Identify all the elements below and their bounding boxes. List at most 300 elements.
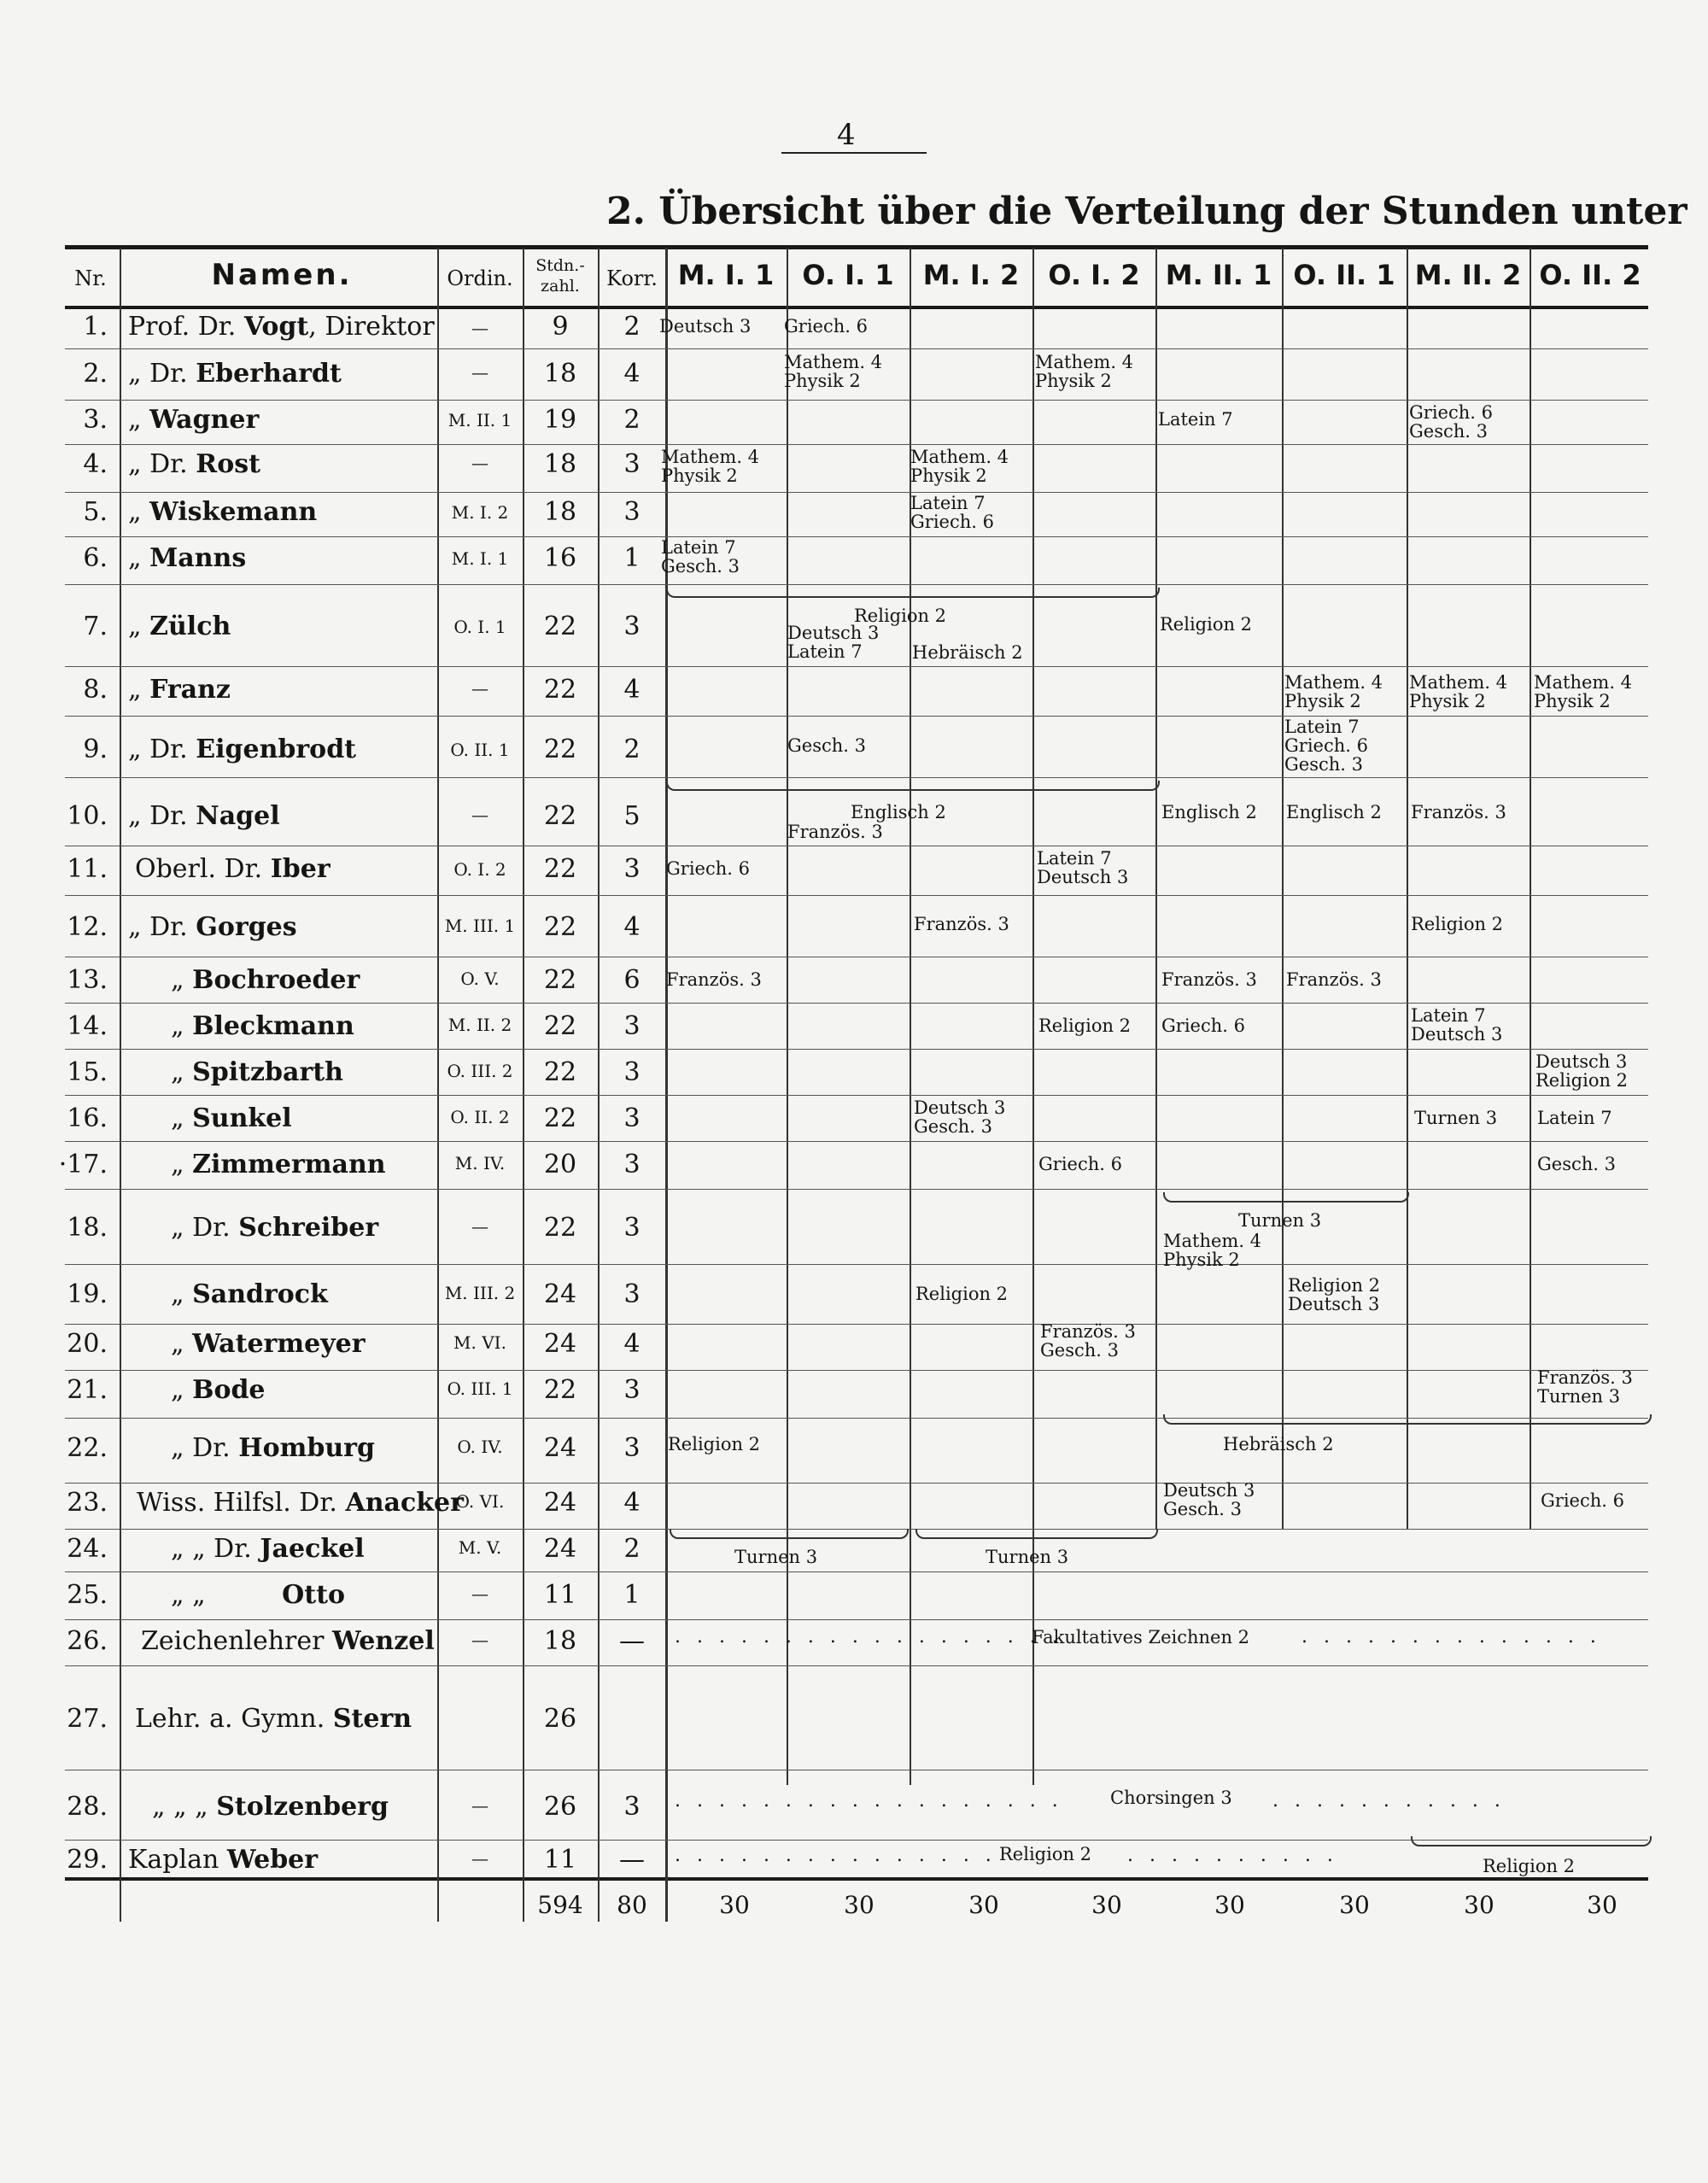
row-ordin: — xyxy=(471,1795,488,1816)
name-prefix: „ xyxy=(171,1150,184,1179)
row-name xyxy=(135,854,330,884)
row-korr: 3 xyxy=(623,497,640,527)
row-stdn: 22 xyxy=(543,801,577,831)
subject-entry: Deutsch 3 xyxy=(659,316,752,337)
subject-entry xyxy=(1037,849,1128,887)
row-name xyxy=(171,1150,386,1179)
subject-entry: Religion 2 xyxy=(1160,614,1253,635)
row-name xyxy=(171,1213,378,1243)
subject-entry xyxy=(1534,673,1632,711)
row-rule xyxy=(65,1095,1648,1096)
subject-line: Gesch. 3 xyxy=(914,1116,992,1137)
name-prefix: „ Dr. xyxy=(128,359,188,389)
row-ordin: M. II. 1 xyxy=(447,410,512,430)
subject-entry: Religion 2 xyxy=(915,1284,1009,1304)
name-prefix: Kaplan xyxy=(128,1845,219,1875)
subject-line: Latein 7 xyxy=(1284,717,1360,737)
subject-line: Gesch. 3 xyxy=(1284,754,1363,775)
subject-entry xyxy=(784,353,882,390)
column-divider xyxy=(1407,248,1408,1529)
row-stdn: 18 xyxy=(543,449,577,479)
row-nr: 15. xyxy=(67,1057,108,1087)
subject-entry: Englisch 2 xyxy=(851,802,946,822)
name-prefix: „ xyxy=(128,405,142,435)
subject-entry: Französ. 3 xyxy=(787,822,883,842)
row-name xyxy=(128,675,231,705)
subject-entry: Gesch. 3 xyxy=(1537,1154,1616,1174)
teacher-name: Franz xyxy=(149,675,231,705)
subject-entry: Fakultatives Zeichnen 2 xyxy=(1032,1627,1250,1647)
name-prefix: „ xyxy=(128,497,142,527)
subject-entry: Turnen 3 xyxy=(734,1547,818,1567)
header-nr: Nr. xyxy=(74,266,107,290)
subject-line: Mathem. 4 xyxy=(1163,1231,1262,1251)
subject-line: Griech. 6 xyxy=(1284,735,1368,756)
name-prefix: Oberl. Dr. xyxy=(135,854,263,884)
row-korr: 3 xyxy=(623,854,640,884)
row-nr: 10. xyxy=(67,801,108,831)
total-class: 30 xyxy=(968,1891,999,1919)
subject-entry: Religion 2 xyxy=(854,606,947,626)
name-prefix: „ Dr. xyxy=(128,801,188,831)
name-prefix: „ xyxy=(171,1103,184,1133)
teacher-name: Sandrock xyxy=(192,1279,328,1309)
row-rule xyxy=(65,1049,1648,1050)
subject-entry xyxy=(910,448,1009,485)
subject-entry xyxy=(1409,403,1493,441)
teacher-name: Watermeyer xyxy=(192,1329,366,1359)
name-suffix: , Direktor xyxy=(308,312,435,342)
row-korr: 3 xyxy=(623,1375,640,1405)
row-stdn: 22 xyxy=(543,1213,577,1243)
subject-line: Deutsch 3 xyxy=(1037,867,1129,887)
row-name xyxy=(128,449,260,479)
subject-line: Physik 2 xyxy=(1163,1250,1240,1270)
row-nr: 13. xyxy=(67,965,108,995)
row-stdn: 22 xyxy=(543,734,577,764)
row-rule xyxy=(65,1264,1648,1265)
subject-entry: Französ. 3 xyxy=(1286,969,1382,990)
subject-entry: Französ. 3 xyxy=(1411,802,1506,822)
row-korr: 4 xyxy=(623,675,640,705)
teacher-name: Spitzbarth xyxy=(192,1057,343,1087)
subject-entry xyxy=(1409,673,1507,711)
subject-line: Gesch. 3 xyxy=(1040,1340,1119,1361)
row-nr: 21. xyxy=(67,1375,108,1405)
subject-line: Mathem. 4 xyxy=(661,447,760,467)
row-stdn: 18 xyxy=(543,1626,577,1656)
subject-entry xyxy=(1163,1232,1261,1269)
row-ordin: M. I. 1 xyxy=(451,548,509,569)
row-nr: 7. xyxy=(83,612,108,641)
subject-entry: Französ. 3 xyxy=(914,914,1009,934)
name-prefix: Lehr. a. Gymn. xyxy=(135,1704,325,1734)
subject-entry: Griech. 6 xyxy=(666,858,750,879)
subject-line: Mathem. 4 xyxy=(784,352,883,372)
row-nr: 11. xyxy=(67,854,108,884)
total-class: 30 xyxy=(719,1891,750,1919)
subject-line: Deutsch 3 xyxy=(1288,1294,1380,1314)
row-ordin: — xyxy=(471,678,488,699)
subject-line: Griech. 6 xyxy=(1409,402,1493,423)
row-ordin: M. II. 2 xyxy=(447,1015,512,1035)
row-stdn: 22 xyxy=(543,1057,577,1087)
header-class-m-ii-2: M. II. 2 xyxy=(1414,259,1522,291)
subject-line: Latein 7 xyxy=(787,641,863,662)
subject-line: Deutsch 3 xyxy=(1163,1480,1255,1501)
row-nr: 2. xyxy=(83,359,108,389)
table-top-rule xyxy=(65,245,1648,249)
total-stdn: 594 xyxy=(537,1891,583,1919)
subject-line: Physik 2 xyxy=(1534,691,1611,711)
row-nr: 24. xyxy=(67,1534,108,1564)
row-korr: 4 xyxy=(623,359,640,389)
row-name xyxy=(128,543,246,573)
row-ordin: O. II. 2 xyxy=(450,1107,510,1127)
row-stdn: 22 xyxy=(543,612,577,641)
total-class: 30 xyxy=(1214,1891,1245,1919)
header-namen: Namen. xyxy=(211,258,353,292)
row-korr: 5 xyxy=(623,801,640,831)
dotted-leader: . . . . . . . . . . . xyxy=(1272,1790,1506,1811)
row-name xyxy=(128,612,231,641)
row-name xyxy=(128,734,356,764)
subject-entry: Religion 2 xyxy=(1038,1015,1132,1036)
header-class-m-ii-1: M. II. 1 xyxy=(1165,259,1272,291)
row-stdn: 20 xyxy=(543,1150,577,1179)
header-class-o-ii-2: O. II. 2 xyxy=(1539,259,1641,291)
teacher-name: Sunkel xyxy=(192,1103,292,1133)
teacher-name: Otto xyxy=(282,1580,346,1610)
row-stdn: 11 xyxy=(543,1845,577,1875)
subject-line: Mathem. 4 xyxy=(1284,672,1383,693)
row-korr: — xyxy=(619,1845,645,1875)
subject-entry xyxy=(1535,1052,1628,1090)
row-stdn: 24 xyxy=(543,1279,577,1309)
row-korr: 2 xyxy=(623,405,640,435)
column-divider xyxy=(1282,248,1284,1529)
row-ordin: — xyxy=(471,1583,488,1604)
dotted-leader: . . . . . . . . . . . . . . . . . . xyxy=(675,1790,1063,1811)
row-korr: 3 xyxy=(623,1057,640,1087)
header-class-m-i-2: M. I. 2 xyxy=(922,259,1020,291)
teacher-name: Bleckmann xyxy=(192,1011,354,1041)
row-stdn: 24 xyxy=(543,1329,577,1359)
row-name xyxy=(171,1375,266,1405)
subject-line: Griech. 6 xyxy=(910,512,994,532)
row-korr: 4 xyxy=(623,912,640,942)
row-nr: 16. xyxy=(67,1103,108,1133)
row-ordin: — xyxy=(471,453,488,473)
subject-entry: Religion 2 xyxy=(999,1844,1092,1864)
teacher-name: Wagner xyxy=(149,405,260,435)
subject-entry: Turnen 3 xyxy=(1238,1210,1322,1231)
row-stdn: 16 xyxy=(543,543,577,573)
header-class-o-ii-1: O. II. 1 xyxy=(1293,259,1395,291)
subject-entry xyxy=(661,538,740,576)
row-stdn: 26 xyxy=(543,1704,577,1734)
row-korr: 3 xyxy=(623,1433,640,1463)
teacher-name: Schreiber xyxy=(238,1213,379,1243)
row-rule xyxy=(65,400,1648,401)
row-korr: — xyxy=(619,1626,645,1656)
row-name xyxy=(135,1704,412,1734)
subject-line: Mathem. 4 xyxy=(1534,672,1633,693)
subject-entry: Gesch. 3 xyxy=(787,735,866,756)
subject-line: Französ. 3 xyxy=(1040,1321,1136,1342)
row-stdn: 24 xyxy=(543,1433,577,1463)
row-rule xyxy=(65,1189,1648,1190)
row-nr: 19. xyxy=(67,1279,108,1309)
row-rule xyxy=(65,895,1648,896)
subject-line: Gesch. 3 xyxy=(661,556,740,576)
row-name xyxy=(152,1792,389,1822)
subject-line: Religion 2 xyxy=(1535,1070,1629,1091)
row-name xyxy=(128,405,259,435)
name-prefix: „ „ Dr. xyxy=(171,1534,252,1564)
subject-line: Gesch. 3 xyxy=(1163,1499,1242,1519)
row-nr: 6. xyxy=(83,543,108,573)
teacher-name: Eigenbrodt xyxy=(196,734,357,764)
row-rule xyxy=(65,444,1648,445)
row-korr: 3 xyxy=(623,1213,640,1243)
row-korr: 2 xyxy=(623,1534,640,1564)
row-nr: 8. xyxy=(83,675,108,705)
teacher-name: Stolzenberg xyxy=(216,1792,389,1822)
subject-entry: Griech. 6 xyxy=(1161,1015,1245,1036)
row-nr: 3. xyxy=(83,405,108,435)
row-nr: 20. xyxy=(67,1329,108,1359)
column-divider xyxy=(120,248,121,1922)
subject-entry: Chorsingen 3 xyxy=(1110,1788,1232,1808)
name-prefix: Wiss. Hilfsl. Dr. xyxy=(137,1488,337,1518)
brace xyxy=(666,588,1160,598)
name-prefix: „ xyxy=(171,1375,184,1405)
header-zahl: zahl. xyxy=(541,277,580,296)
teacher-name: Eberhardt xyxy=(196,359,342,389)
teacher-name: Vogt xyxy=(243,312,309,342)
subject-line: Religion 2 xyxy=(1288,1275,1381,1296)
subject-line: Physik 2 xyxy=(1409,691,1486,711)
name-prefix: „ xyxy=(171,1057,184,1087)
subject-entry xyxy=(661,448,759,485)
row-ordin: M. III. 1 xyxy=(444,916,516,936)
row-stdn: 22 xyxy=(543,1011,577,1041)
row-name xyxy=(141,1626,435,1656)
row-rule xyxy=(65,584,1648,585)
subject-line: Deutsch 3 xyxy=(914,1097,1006,1118)
row-ordin: O. I. 1 xyxy=(453,617,506,637)
row-korr: 3 xyxy=(623,1150,640,1179)
row-rule xyxy=(65,1324,1648,1325)
total-korr: 80 xyxy=(617,1891,647,1919)
subject-entry: Religion 2 xyxy=(1411,914,1504,934)
total-class: 30 xyxy=(1587,1891,1617,1919)
subject-line: Mathem. 4 xyxy=(910,447,1009,467)
teacher-name: Zülch xyxy=(149,612,231,641)
row-ordin: O. III. 2 xyxy=(447,1061,513,1081)
row-name xyxy=(128,1845,318,1875)
column-divider xyxy=(1530,248,1531,1529)
row-name xyxy=(171,1057,343,1087)
dotted-leader: . . . . . . . . . . xyxy=(1127,1845,1338,1866)
subject-entry xyxy=(910,494,994,531)
name-prefix: „ xyxy=(171,1011,184,1041)
row-nr: 23. xyxy=(67,1488,108,1518)
subject-line: Mathem. 4 xyxy=(1035,352,1134,372)
teacher-name: Iber xyxy=(270,854,330,884)
name-prefix: Zeichenlehrer xyxy=(141,1626,325,1656)
subject-line: Physik 2 xyxy=(1284,691,1361,711)
brace xyxy=(915,1529,1158,1539)
column-divider xyxy=(437,248,439,1922)
header-stdn: Stdn.- xyxy=(535,256,585,275)
totals-rule xyxy=(65,1877,1648,1881)
subject-entry: Französ. 3 xyxy=(666,969,762,990)
row-name xyxy=(171,1433,375,1463)
subject-entry: Griech. 6 xyxy=(1038,1154,1122,1174)
subject-line: Physik 2 xyxy=(910,465,987,486)
total-class: 30 xyxy=(1464,1891,1494,1919)
row-ordin: — xyxy=(471,805,488,825)
row-korr: 3 xyxy=(623,1011,640,1041)
row-rule xyxy=(65,666,1648,667)
row-nr: 26. xyxy=(67,1626,108,1656)
row-ordin: O. VI. xyxy=(455,1491,505,1512)
row-ordin: M. I. 2 xyxy=(451,502,509,523)
brace xyxy=(670,1529,909,1539)
teacher-name: Stern xyxy=(332,1704,412,1734)
row-korr: 1 xyxy=(623,1580,640,1610)
row-name xyxy=(128,497,317,527)
teacher-name: Wenzel xyxy=(332,1626,435,1656)
row-rule xyxy=(65,348,1648,349)
row-korr: 2 xyxy=(623,734,640,764)
row-stdn: 22 xyxy=(543,912,577,942)
row-stdn: 26 xyxy=(543,1792,577,1822)
subject-line: Deutsch 3 xyxy=(1411,1024,1503,1045)
row-rule xyxy=(65,1665,1648,1666)
name-prefix: „ xyxy=(128,612,142,641)
subject-line: Latein 7 xyxy=(1037,848,1112,869)
subject-entry: Englisch 2 xyxy=(1286,802,1382,822)
name-prefix: „ Dr. xyxy=(171,1433,231,1463)
teacher-name: Bode xyxy=(192,1375,266,1405)
row-stdn: 22 xyxy=(543,1375,577,1405)
row-rule xyxy=(65,492,1648,493)
teacher-name: Bochroeder xyxy=(192,965,360,995)
subject-line: Gesch. 3 xyxy=(1409,421,1488,442)
subject-line: Physik 2 xyxy=(784,371,861,391)
row-korr: 4 xyxy=(623,1329,640,1359)
header-class-o-i-2: O. I. 2 xyxy=(1048,259,1140,291)
row-ordin: — xyxy=(471,1630,488,1650)
row-name xyxy=(128,312,435,342)
row-stdn: 24 xyxy=(543,1534,577,1564)
teacher-name: Anacker xyxy=(345,1488,464,1518)
row-rule xyxy=(65,1571,1648,1572)
row-stdn: 22 xyxy=(543,965,577,995)
teacher-name: Homburg xyxy=(238,1433,375,1463)
row-ordin: M. V. xyxy=(458,1537,502,1558)
subject-line: Deutsch 3 xyxy=(1535,1051,1628,1072)
row-name xyxy=(137,1488,464,1518)
teacher-name: Jaeckel xyxy=(260,1534,365,1564)
name-prefix: „ Dr. xyxy=(128,912,188,942)
row-nr: 18. xyxy=(67,1213,108,1243)
row-nr: 12. xyxy=(67,912,108,942)
brace xyxy=(1163,1414,1652,1425)
subject-line: Mathem. 4 xyxy=(1409,672,1508,693)
row-stdn: 22 xyxy=(543,675,577,705)
brace xyxy=(1163,1192,1409,1203)
dotted-leader: . . . . . . . . . . . . . . . xyxy=(675,1845,997,1866)
total-class: 30 xyxy=(1091,1891,1122,1919)
row-korr: 6 xyxy=(623,965,640,995)
row-ordin: — xyxy=(471,318,488,338)
subject-entry: Latein 7 xyxy=(1158,409,1233,430)
header-class-o-i-1: O. I. 1 xyxy=(802,259,894,291)
subject-entry: Turnen 3 xyxy=(1414,1108,1498,1128)
row-nr: ·17. xyxy=(58,1150,108,1179)
name-prefix: „ xyxy=(128,543,142,573)
row-nr: 9. xyxy=(83,734,108,764)
name-prefix: „ xyxy=(171,965,184,995)
row-name xyxy=(171,1580,345,1610)
subject-entry: Latein 7 xyxy=(1537,1108,1612,1128)
subject-line: Physik 2 xyxy=(661,465,738,486)
row-nr: 4. xyxy=(83,449,108,479)
row-stdn: 11 xyxy=(543,1580,577,1610)
subject-entry xyxy=(914,1098,1005,1136)
row-rule xyxy=(65,1370,1648,1371)
teacher-name: Wiskemann xyxy=(149,497,318,527)
teacher-name: Zimmermann xyxy=(192,1150,386,1179)
row-rule xyxy=(65,1141,1648,1142)
total-class: 30 xyxy=(1339,1891,1370,1919)
row-korr: 3 xyxy=(623,449,640,479)
teacher-name: Weber xyxy=(226,1845,319,1875)
subject-entry: Hebräisch 2 xyxy=(1223,1434,1334,1454)
header-korr: Korr. xyxy=(606,266,658,290)
row-ordin: O. II. 1 xyxy=(450,740,510,760)
row-korr: 3 xyxy=(623,1103,640,1133)
subject-entry: Turnen 3 xyxy=(986,1547,1069,1567)
name-prefix: „ Dr. xyxy=(171,1213,231,1243)
row-stdn: 9 xyxy=(552,312,569,342)
subject-entry xyxy=(1163,1481,1255,1519)
row-name xyxy=(171,1103,292,1133)
row-nr: 5. xyxy=(83,497,108,527)
row-korr: 3 xyxy=(623,612,640,641)
row-ordin: O. I. 2 xyxy=(453,859,506,880)
header-bottom-rule xyxy=(65,306,1648,309)
name-prefix: „ xyxy=(171,1329,184,1359)
row-ordin: M. IV. xyxy=(454,1153,506,1173)
subject-entry: Religion 2 xyxy=(668,1434,761,1454)
row-korr: 1 xyxy=(623,543,640,573)
name-prefix: „ „ xyxy=(171,1580,206,1610)
row-nr: 27. xyxy=(67,1704,108,1734)
subject-entry xyxy=(1035,353,1133,390)
row-name xyxy=(128,912,297,942)
row-name xyxy=(128,801,280,831)
teacher-name: Manns xyxy=(149,543,247,573)
brace xyxy=(666,781,1160,791)
subject-entry: Englisch 2 xyxy=(1161,802,1257,822)
row-ordin: O. IV. xyxy=(457,1437,503,1457)
row-nr: 22. xyxy=(67,1433,108,1463)
